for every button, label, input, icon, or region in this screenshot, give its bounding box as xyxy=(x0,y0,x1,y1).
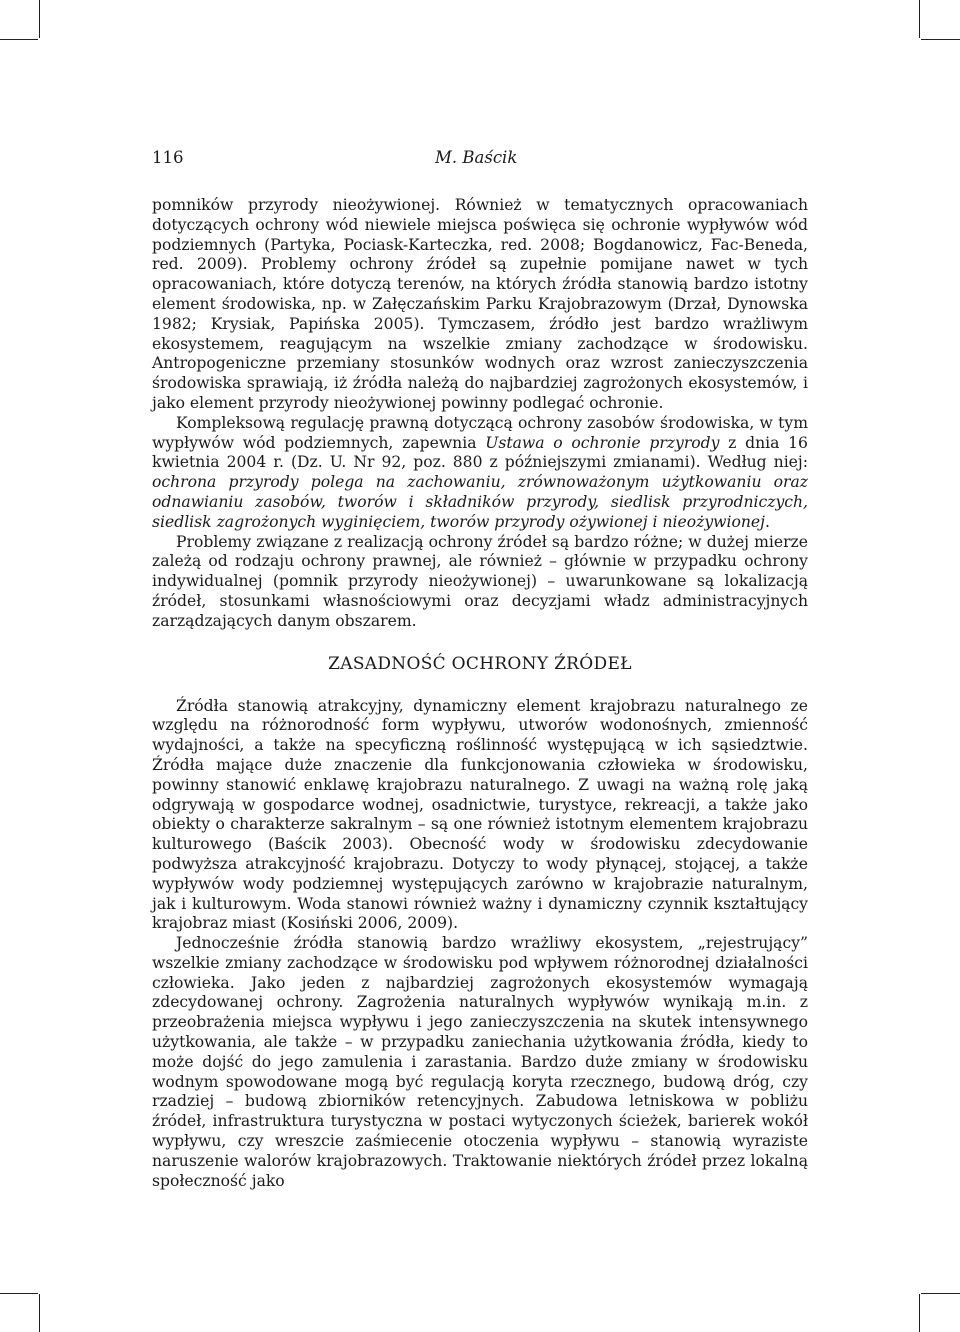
crop-mark-bottom-left-h xyxy=(0,1293,38,1294)
crop-mark-bottom-right xyxy=(919,1294,920,1332)
crop-mark-top-right xyxy=(919,0,920,38)
paragraph-5: Jednocześnie źródła stanowią bardzo wrażliwy ekosystem, „rejestrujący” wszelkie zmiany zachodzące w środowisku pod wpływem różnorodnej działalności człowieka. Jako jeden z najbardziej zagrożonych ekosystemów wymagają zdecydowanej ochrony. Zagrożenia naturalnych wypływów wynikają m.in. z przeobrażenia miejsca wypływu i jego zanieczyszczenia na skutek intensywnego użytkowania, ale także – w przypadku zaniechania użytkowania źródła, kiedy to może dojść do jego zamulenia i zarastania. Bardzo duże zmiany w środowisku wodnym spowodowane mogą być regulacją koryta rzecznego, budową dróg, czy rzadziej – budową zbiorników retencyjnych. Zabudowa letniskowa w pobliżu źródeł, infrastruktura turystyczna w postaci wytyczonych ścieżek, barierek wokół wypływu, czy wreszcie zaśmiecenie otoczenia wypływu – stanowią wyraziste naruszenie walorów krajobrazowych. Traktowanie niektórych źródeł przez lokalną społeczność jako xyxy=(152,934,808,1190)
paragraph-1: pomników przyrody nieożywionej. Również w tematycznych opracowaniach dotyczących ochrony wód niewiele miejsca poświęca się ochronie wypływów wód podziemnych (Partyka, Pociask-Karteczka, red. 2008; Bogdanowicz, Fac-Beneda, red. 2009). Problemy ochrony źródeł są zupełnie pomijane nawet w tych opracowaniach, które dotyczą terenów, na których źródła stanowią bardzo istotny element środowiska, np. w Załęczańskim Parku Krajobrazowym (Drzał, Dynowska 1982; Krysiak, Papińska 2005). Tymczasem, źródło jest bardzo wrażliwym ekosystemem, reagującym na wszelkie zmiany zachodzące w środowisku. Antropogeniczne przemiany stosunków wodnych oraz wzrost zanieczyszczenia środowiska sprawiają, iż źródła należą do najbardziej zagrożonych ekosystemów, i jako element przyrody nieożywionej powinny podlegać ochronie. xyxy=(152,196,808,412)
paragraph-2 xyxy=(152,414,808,533)
crop-mark-top-right-h xyxy=(921,39,960,40)
paragraph-2-part-c: z dnia 16 kwietnia 2004 r. (Dz. U. Nr 92, poz. 880 z późniejszymi zmianami). Według niej: xyxy=(152,433,808,472)
section-heading: ZASADNOŚĆ OCHRONY ŹRÓDEŁ xyxy=(328,653,632,674)
act-title: Ustawa o ochronie przyrody xyxy=(485,433,720,452)
page-header xyxy=(152,148,808,174)
crop-mark-top-left xyxy=(39,0,40,38)
paragraph-3: Problemy związane z realizacją ochrony źródeł są bardzo różne; w dużej mierze zależą od rodzaju ochrony prawnej, ale również – głównie w przypadku ochrony indywidualnej (pomnik przyrody nieożywionej) – uwarunkowane są lokalizacją źródeł, stosunkami własnościowymi oraz decyzjami władz administracyjnych zarządzających danym obszarem. xyxy=(152,532,808,630)
crop-mark-bottom-left xyxy=(39,1294,40,1332)
definition-quote: ochrona przyrody polega na zachowaniu, zrównoważonym użytkowaniu oraz odnawianiu zasobów, tworów i składników przyrody, siedlisk przyrodniczych, siedlisk zagrożonych wyginięciem, tworów przyrody ożywionej i nieożywionej xyxy=(152,473,808,531)
paragraph-2-part-a: Kompleksową regulację prawną dotyczącą ochrony zasobów środowiska, w tym wypływów wód podziemnych, zapewnia xyxy=(152,413,808,452)
paragraph-4: Źródła stanowią atrakcyjny, dynamiczny element krajobrazu naturalnego ze względu na różnorodność form wypływu, utworów wodonośnych, zmienność wydajności, a także na specyficzną roślinność występującą w ich sąsiedztwie. Źródła mające duże znaczenie dla funkcjonowania człowieka w środowisku, powinny stanowić enklawę krajobrazu naturalnego. Z uwagi na ważną rolę jaką odgrywają w gospodarce wodnej, osadnictwie, turystyce, rekreacji, a także jako obiekty o charakterze sakralnym – są one również istotnym elementem krajobrazu kulturowego (Baścik 2003). Obecność wody w środowisku zdecydowanie podwyższa atrakcyjność krajobrazu. Dotyczy to wody płynącej, stojącej, a także wypływów wody podziemnej występujących zarówno w krajobrazie naturalnym, jak i kulturowym. Woda stanowi również ważny i dynamiczny czynnik kształtujący krajobraz miast (Kosiński 2006, 2009). xyxy=(152,696,808,933)
body-text xyxy=(152,196,808,1191)
page-number: 116 xyxy=(152,148,184,167)
crop-mark-bottom-right-h xyxy=(921,1293,960,1294)
running-head-author: M. Baścik xyxy=(435,148,518,167)
crop-mark-top-left-h xyxy=(0,39,38,40)
paragraph-2-part-e: . xyxy=(765,512,770,531)
